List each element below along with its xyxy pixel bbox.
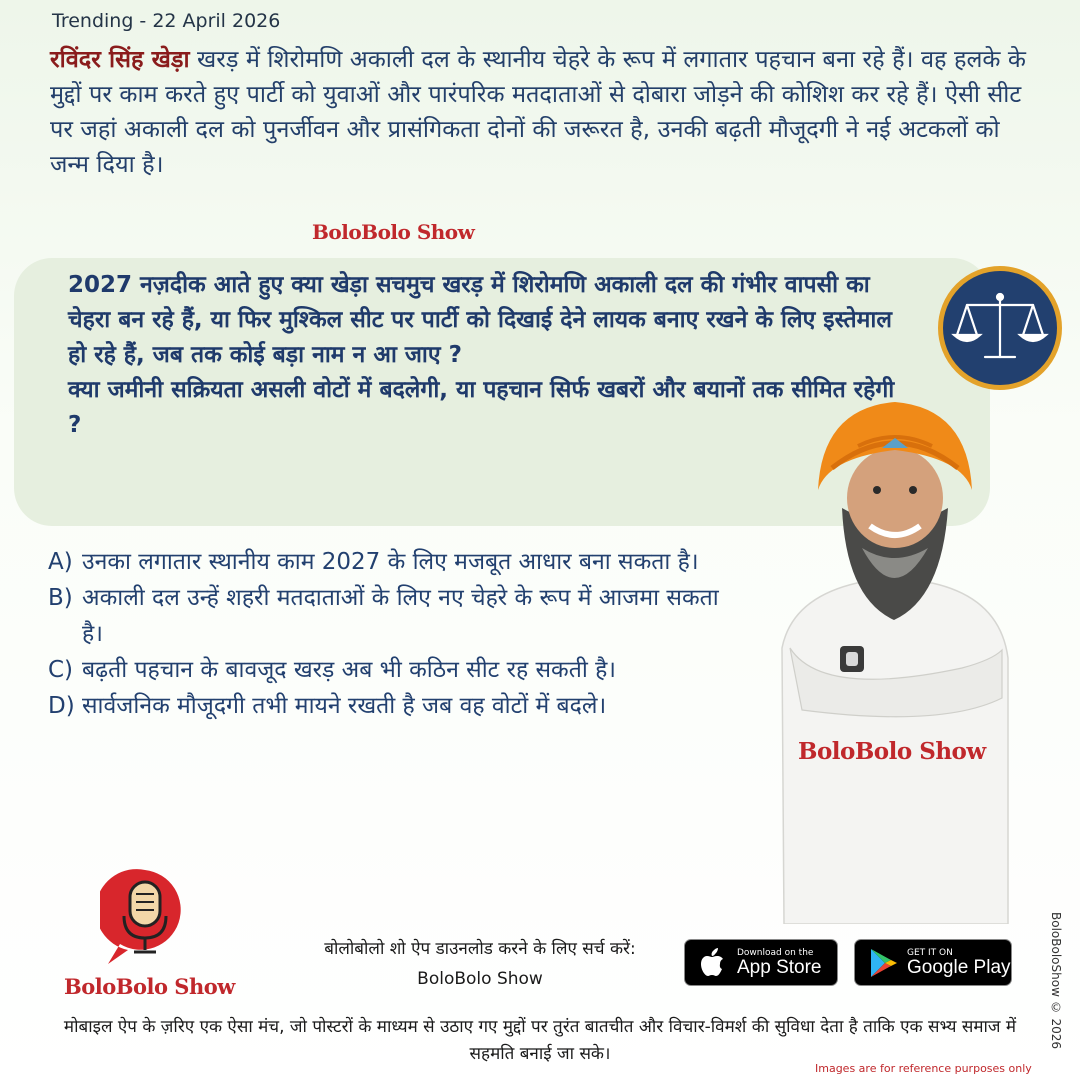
option-b[interactable] xyxy=(48,580,728,652)
option-letter: A) xyxy=(48,549,73,575)
footer-text: मोबाइल ऐप के ज़रिए एक ऐसा मंच, जो पोस्टरों के माध्यम से उठाए गए मुद्दों पर तुरंत बातचीत और विचार-विमर्श की सुविधा देता है ताकि एक सभ्य समाज में सहमति बनाई जा सके। xyxy=(63,1017,1017,1064)
intro-name: रविंदर सिंह खेड़ा xyxy=(50,45,190,73)
microphone-icon xyxy=(100,866,190,970)
brand-watermark-top: BoloBolo Show xyxy=(312,220,475,244)
intro-paragraph xyxy=(50,42,1040,182)
disclaimer: Images are for reference purposes only xyxy=(815,1062,1032,1075)
option-c[interactable] xyxy=(48,652,728,688)
copyright-vertical: BoloBoloShow © 2026 xyxy=(1049,912,1063,1050)
intro-text: खरड़ में शिरोमणि अकाली दल के स्थानीय चेहरे के रूप में लगातार पहचान बना रहे हैं। वह हलके के मुद्दों पर काम करते हुए पार्टी को युवाओं और पारंपरिक मतदाताओं से दोबारा जोड़ने की कोशिश कर रहे हैं। ऐसी सीट पर जहां अकाली दल को पुनर्जीवन और प्रासंगिकता दोनों की जरूरत है, उनकी बढ़ती मौजूदगी ने नई अटकलों को जन्म दिया है। xyxy=(50,45,1026,178)
play-big-text: Google Play xyxy=(907,956,1011,978)
option-d[interactable] xyxy=(48,688,728,724)
play-triangle-icon xyxy=(863,943,903,983)
app-download-cta xyxy=(290,934,670,994)
option-text: सार्वजनिक मौजूदगी तभी मायने रखती है जब वह वोटों में बदले। xyxy=(82,693,607,719)
google-play-button[interactable] xyxy=(854,939,1012,986)
play-small-text: GET IT ON xyxy=(907,947,953,958)
question-main: 2027 नज़दीक आते हुए क्या खेड़ा सचमुच खरड़ में शिरोमणि अकाली दल की गंभीर वापसी का चेहरा बन रहे हैं, या फिर मुश्किल सीट पर पार्टी को दिखाई देने लायक बनाए रखने के लिए इस्तेमाल हो रहे हैं, जब तक कोई बड़ा नाम न आ जाए ? xyxy=(68,272,892,368)
cta-instruction: बोलोबोलो शो ऐप डाउनलोड करने के लिए सर्च करें: xyxy=(324,939,636,959)
option-letter: C) xyxy=(48,657,74,683)
option-letter: D) xyxy=(48,693,75,719)
cta-app-name: BoloBolo Show xyxy=(417,969,543,989)
option-text: बढ़ती पहचान के बावजूद खरड़ अब भी कठिन सीट रह सकती है। xyxy=(82,657,617,683)
apple-icon xyxy=(693,943,733,983)
question-sub: क्या जमीनी सक्रियता असली वोटों में बदलेगी, या पहचान सिर्फ खबरों और बयानों तक सीमित रहेगी ? xyxy=(68,377,895,438)
scales-of-justice-icon xyxy=(943,271,1057,385)
option-text: उनका लगातार स्थानीय काम 2027 के लिए मजबूत आधार बना सकता है। xyxy=(82,549,699,575)
brand-logo-text: BoloBolo Show xyxy=(64,974,235,999)
answer-options xyxy=(48,544,728,724)
app-store-button[interactable] xyxy=(684,939,838,986)
appstore-big-text: App Store xyxy=(737,956,822,978)
trending-date: Trending - 22 April 2026 xyxy=(52,10,281,32)
person-photo xyxy=(762,398,1024,924)
brand-watermark-photo: BoloBolo Show xyxy=(798,738,986,765)
appstore-small-text: Download on the xyxy=(737,947,814,958)
option-letter: B) xyxy=(48,585,73,611)
scales-badge xyxy=(938,266,1062,390)
option-text: अकाली दल उन्हें शहरी मतदाताओं के लिए नए चेहरे के रूप में आजमा सकता है। xyxy=(82,585,719,647)
option-a[interactable] xyxy=(48,544,728,580)
